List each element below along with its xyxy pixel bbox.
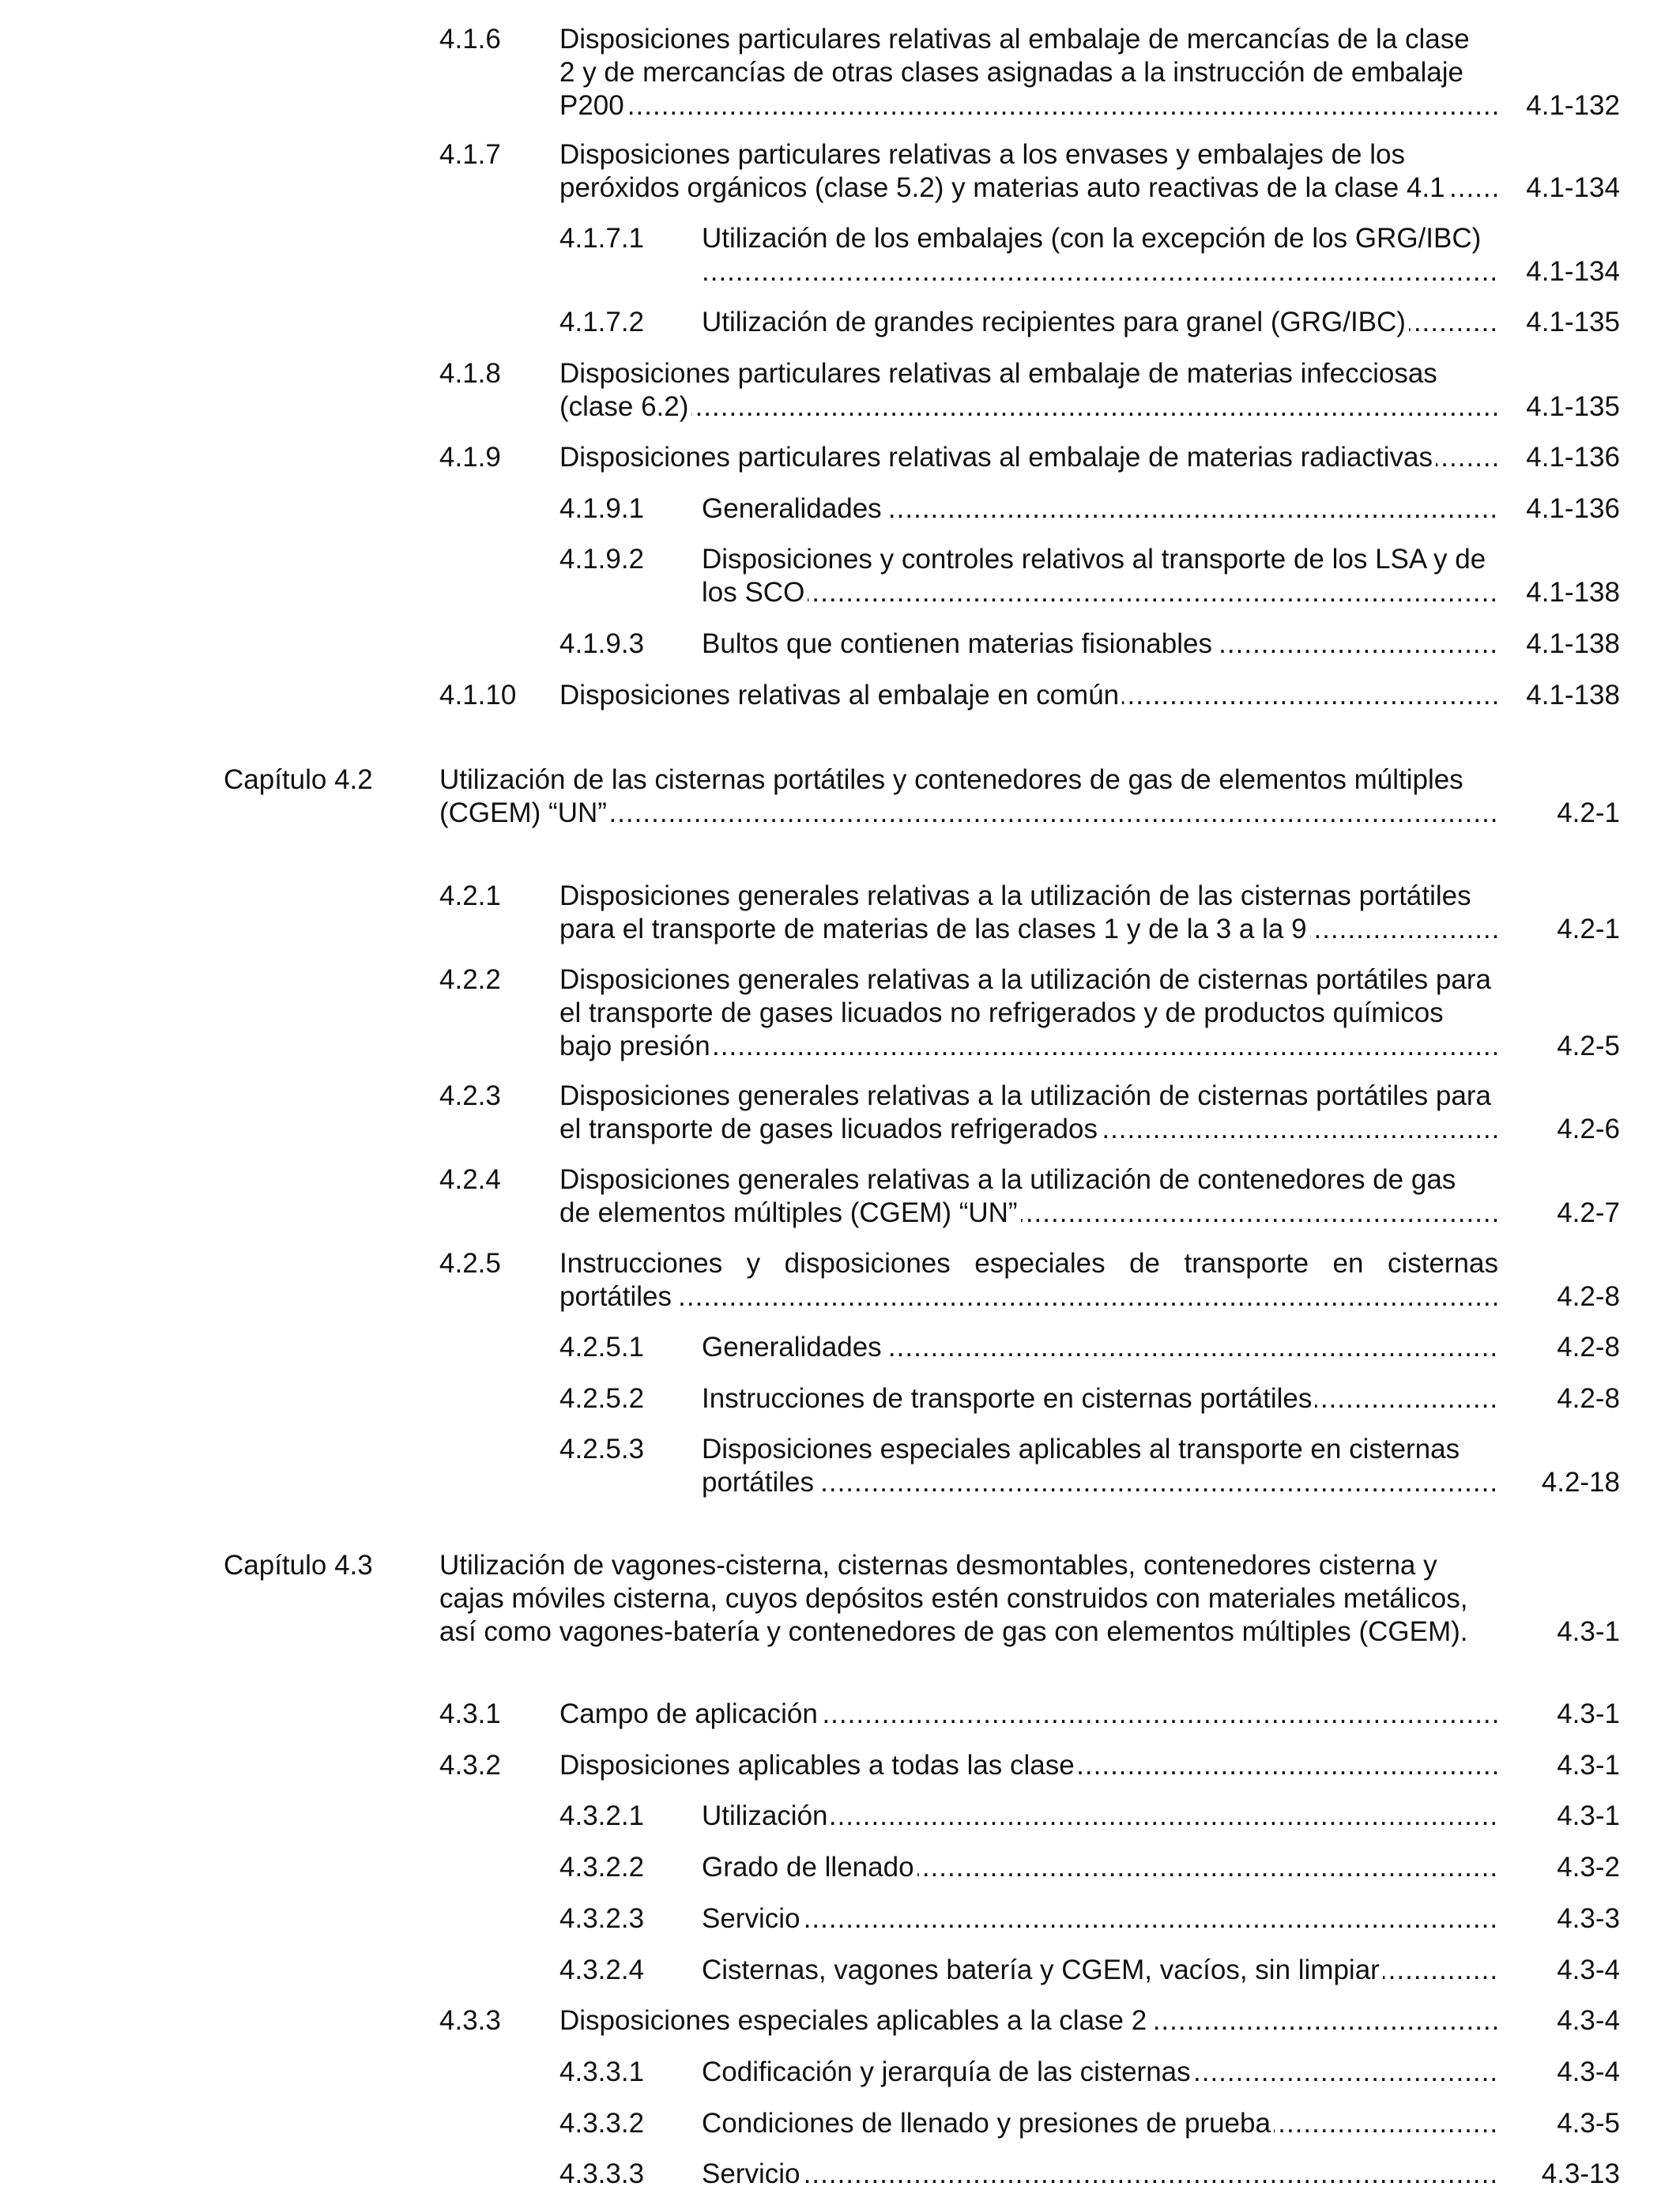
entry-number: 4.2.3 [439, 1080, 501, 1111]
page-reference: 4.2-8 [1557, 1281, 1620, 1312]
entry-number: 4.1.9.2 [559, 544, 645, 575]
page-reference: 4.2-8 [1557, 1383, 1620, 1414]
page-reference: 4.2-1 [1557, 797, 1620, 828]
entry-number: 4.1.8 [439, 358, 501, 389]
entry-title-last-line [559, 1749, 1498, 1782]
entry-title [559, 1247, 1498, 1314]
leader-dots [702, 576, 1498, 609]
entry-title-text: Utilización de grandes recipientes para granel (GRG/IBC) [702, 307, 1409, 337]
leader-dots [559, 390, 1498, 424]
entry-title-line: Utilización de los embalajes (con la excepción de los GRG/IBC) [702, 223, 1482, 254]
entry-title-last-line [702, 1954, 1498, 1987]
entry-title-last-line [702, 1851, 1498, 1884]
entry-title-text: Servicio [702, 2158, 803, 2189]
entry-number: 4.3.3.3 [559, 2158, 645, 2189]
entry-number: 4.3.3.1 [559, 2056, 645, 2087]
entry-number: 4.1.9 [439, 442, 501, 473]
entry-number: 4.2.5.3 [559, 1434, 645, 1465]
page-reference: 4.3-5 [1557, 2108, 1620, 2139]
page-reference: 4.2-6 [1557, 1114, 1620, 1144]
entry-title-line: Disposiciones generales relativas a la utilización de contenedores de gas [559, 1164, 1456, 1195]
entry-title [559, 357, 1498, 424]
entry-number: 4.1.7 [439, 139, 501, 170]
entry-title [702, 222, 1498, 288]
page-reference: 4.3-1 [1557, 1800, 1620, 1831]
entry-title-last-line [702, 2056, 1498, 2089]
entry-title-last-line [559, 1698, 1498, 1731]
entry-title-last-line [702, 2107, 1498, 2140]
entry-title-last-line [702, 1331, 1498, 1364]
entry-title-last-line [702, 628, 1498, 661]
entry-title [702, 543, 1498, 609]
entry-title-line: 2 y de mercancías de otras clases asignadas a la instrucción de embalaje [559, 57, 1463, 88]
entry-title [702, 1851, 1498, 1884]
page-reference: 4.1-136 [1526, 493, 1620, 524]
entry-title-text: así como vagones-batería y contenedores de gas con elementos múltiples (CGEM). [439, 1616, 1471, 1647]
entry-title [702, 1954, 1498, 1987]
entry-number: 4.2.1 [439, 880, 501, 911]
entry-title-last-line [559, 89, 1498, 123]
entry-title [439, 763, 1498, 830]
page-reference: 4.1-136 [1526, 442, 1620, 473]
entry-number: 4.3.2.4 [559, 1955, 645, 1985]
page-reference: 4.1-135 [1526, 307, 1620, 337]
entry-title [702, 1382, 1498, 1416]
entry-title-last-line [702, 492, 1498, 526]
chapter-label: Capítulo 4.2 [224, 764, 373, 795]
page-reference: 4.3-4 [1557, 1955, 1620, 1985]
entry-title-last-line [559, 390, 1498, 424]
entry-title-text: Disposiciones aplicables a todas las clase [559, 1750, 1078, 1781]
entry-title [702, 2158, 1498, 2191]
entry-title [702, 628, 1498, 661]
entry-number: 4.3.2.2 [559, 1852, 645, 1883]
entry-title [559, 880, 1498, 946]
entry-title [559, 441, 1498, 474]
entry-title-line: Disposiciones y controles relativos al transporte de los LSA y de [702, 544, 1486, 575]
entry-title-line: Disposiciones generales relativas a la utilización de cisternas portátiles para [559, 1080, 1491, 1111]
page-reference: 4.2-1 [1557, 914, 1620, 944]
entry-title-text: portátiles [702, 1467, 817, 1498]
entry-title-last-line [439, 1615, 1498, 1649]
entry-number: 4.2.4 [439, 1164, 501, 1195]
entry-title-text: Servicio [702, 1903, 803, 1934]
entry-title [439, 1549, 1498, 1649]
entry-title [559, 138, 1498, 205]
page-reference: 4.1-132 [1526, 90, 1620, 121]
page-reference: 4.2-8 [1557, 1332, 1620, 1363]
entry-title-text: Cisternas, vagones batería y CGEM, vacíos, sin limpiar [702, 1955, 1383, 1985]
entry-title [702, 2056, 1498, 2089]
entry-title-text: el transporte de gases licuados refrigerados [559, 1114, 1101, 1144]
entry-title-line: Disposiciones particulares relativas al embalaje de materias infecciosas [559, 358, 1437, 389]
entry-number: 4.1.10 [439, 680, 517, 711]
page-reference: 4.1-138 [1526, 628, 1620, 659]
chapter-label: Capítulo 4.3 [224, 1550, 373, 1581]
entry-number: 4.1.9.1 [559, 493, 645, 524]
entry-title-text: Condiciones de llenado y presiones de prueba [702, 2108, 1274, 2139]
entry-title-text: Disposiciones relativas al embalaje en común [559, 680, 1122, 711]
entry-title-last-line [702, 576, 1498, 609]
entry-title-text: Generalidades [702, 493, 885, 524]
entry-title [559, 23, 1498, 123]
entry-number: 4.2.5.1 [559, 1332, 645, 1363]
entry-title-text: Grado de llenado [702, 1852, 917, 1883]
entry-title-last-line [702, 2158, 1498, 2191]
entry-title-text: bajo presión [559, 1031, 714, 1061]
page-reference: 4.3-1 [1557, 1616, 1620, 1647]
entry-title-text: (CGEM) “UN” [439, 797, 610, 828]
entry-title [559, 2004, 1498, 2038]
entry-title-line: Disposiciones particulares relativas a los envases y embalajes de los [559, 139, 1405, 170]
entry-title-text: Disposiciones especiales aplicables a la clase 2 [559, 2005, 1150, 2036]
entry-title-text: de elementos múltiples (CGEM) “UN” [559, 1197, 1021, 1228]
entry-title [702, 1902, 1498, 1936]
entry-title [559, 1698, 1498, 1731]
entry-title-text: peróxidos orgánicos (clase 5.2) y materias auto reactivas de la clase 4.1 [559, 172, 1448, 203]
page-reference: 4.3-13 [1541, 2158, 1620, 2189]
entry-title-last-line [702, 1466, 1498, 1499]
page-reference: 4.3-3 [1557, 1903, 1620, 1934]
entry-title-line: Disposiciones particulares relativas al embalaje de mercancías de la clase [559, 24, 1470, 55]
entry-number: 4.3.1 [439, 1698, 501, 1729]
entry-title [559, 1749, 1498, 1782]
leader-dots [702, 255, 1498, 288]
entry-title-last-line [559, 679, 1498, 712]
entry-title [559, 1080, 1498, 1146]
entry-number: 4.2.5.2 [559, 1383, 645, 1414]
entry-title-line: Disposiciones especiales aplicables al transporte en cisternas [702, 1434, 1460, 1465]
leader-dots [559, 89, 1498, 123]
entry-title-last-line [559, 441, 1498, 474]
entry-title-text: Campo de aplicación [559, 1698, 821, 1729]
entry-title-line: el transporte de gases licuados no refrigerados y de productos químicos [559, 997, 1444, 1028]
entry-title-last-line [559, 172, 1498, 205]
entry-title [702, 1331, 1498, 1364]
entry-title-last-line [702, 1800, 1498, 1833]
entry-title-line: Utilización de las cisternas portátiles y contenedores de gas de elementos múltiples [439, 764, 1463, 795]
entry-title-last-line [702, 255, 1498, 288]
entry-title-line: Disposiciones generales relativas a la utilización de cisternas portátiles para [559, 964, 1491, 995]
entry-title [702, 306, 1498, 339]
entry-title-line: cajas móviles cisterna, cuyos depósitos estén construidos con materiales metálicos, [439, 1583, 1468, 1614]
page-reference: 4.1-134 [1526, 256, 1620, 287]
page-reference: 4.2-7 [1557, 1197, 1620, 1228]
leader-dots [702, 1466, 1498, 1499]
page-reference: 4.3-1 [1557, 1750, 1620, 1781]
entry-title-text: Instrucciones de transporte en cisternas portátiles [702, 1383, 1315, 1414]
entry-title-text: Utilización [702, 1800, 831, 1831]
entry-number: 4.3.3 [439, 2005, 501, 2036]
leader-dots [702, 2158, 1498, 2191]
page-reference: 4.2-5 [1557, 1031, 1620, 1061]
entry-number: 4.3.2.3 [559, 1903, 645, 1934]
entry-title [702, 492, 1498, 526]
entry-title [559, 1163, 1498, 1230]
entry-title-text: P200 [559, 90, 627, 121]
leader-dots [559, 1280, 1498, 1314]
entry-title-last-line [559, 2004, 1498, 2038]
page-reference: 4.3-4 [1557, 2056, 1620, 2087]
entry-number: 4.2.5 [439, 1248, 501, 1279]
page-reference: 4.1-135 [1526, 391, 1620, 422]
entry-title [702, 2107, 1498, 2140]
entry-number: 4.1.7.1 [559, 223, 645, 254]
entry-title-last-line [559, 1030, 1498, 1063]
entry-title [559, 963, 1498, 1063]
entry-number: 4.2.2 [439, 964, 501, 995]
page-reference: 4.1-138 [1526, 577, 1620, 608]
page-reference: 4.3-1 [1557, 1698, 1620, 1729]
entry-number: 4.1.7.2 [559, 307, 645, 337]
entry-title-text: los SCO [702, 577, 808, 608]
entry-number: 4.1.6 [439, 24, 501, 55]
entry-title-text: portátiles [559, 1281, 675, 1312]
page-reference: 4.1-138 [1526, 680, 1620, 711]
entry-number: 4.1.9.3 [559, 628, 645, 659]
entry-title-text: (clase 6.2) [559, 391, 691, 422]
entry-title-last-line [559, 1197, 1498, 1230]
entry-number: 4.3.2.1 [559, 1800, 645, 1831]
entry-title-last-line [702, 306, 1498, 339]
page-reference: 4.1-134 [1526, 172, 1620, 203]
entry-number: 4.3.2 [439, 1750, 501, 1781]
entry-title-last-line [559, 1113, 1498, 1146]
entry-title-last-line [702, 1382, 1498, 1416]
entry-title-line: Utilización de vagones-cisterna, cisternas desmontables, contenedores cisterna y [439, 1550, 1437, 1581]
entry-number: 4.3.3.2 [559, 2108, 645, 2139]
entry-title-text: Bultos que contienen materias fisionables [702, 628, 1215, 659]
entry-title-text: Generalidades [702, 1332, 885, 1363]
entry-title-last-line [702, 1902, 1498, 1936]
entry-title [702, 1433, 1498, 1499]
entry-title-last-line [439, 797, 1498, 830]
entry-title [559, 679, 1498, 712]
entry-title-line: Disposiciones generales relativas a la utilización de las cisternas portátiles [559, 880, 1471, 911]
entry-title-last-line [559, 913, 1498, 946]
page-reference: 4.3-4 [1557, 2005, 1620, 2036]
entry-title-line: Instrucciones y disposiciones especiales de transporte en cisternas [559, 1248, 1498, 1279]
entry-title-text: Codificación y jerarquía de las cisternas [702, 2056, 1194, 2087]
page-reference: 4.2-18 [1541, 1467, 1620, 1498]
entry-title-text: para el transporte de materias de las clases 1 y de la 3 a la 9 [559, 914, 1310, 944]
entry-title-text: Disposiciones particulares relativas al embalaje de materias radiactivas [559, 442, 1436, 473]
entry-title [702, 1800, 1498, 1833]
page-reference: 4.3-2 [1557, 1852, 1620, 1883]
entry-title-last-line [559, 1280, 1498, 1314]
leader-dots [702, 1902, 1498, 1936]
